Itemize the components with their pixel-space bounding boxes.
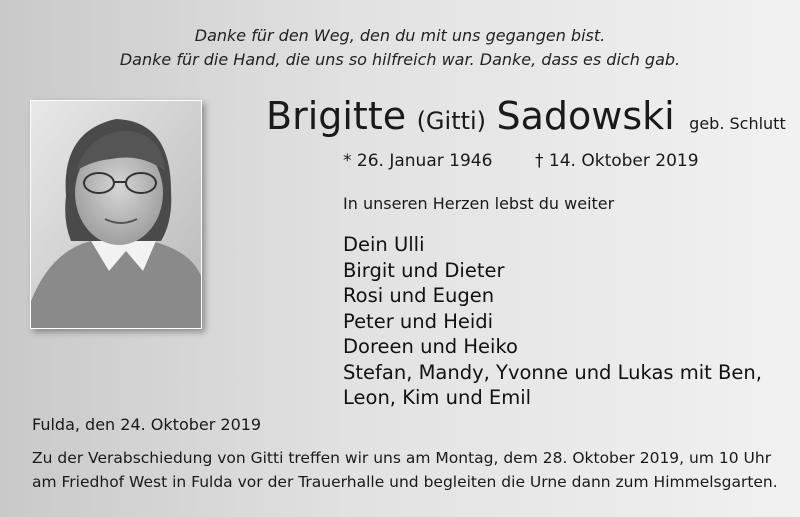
family-member: Leon, Kim und Emil xyxy=(343,386,532,409)
nickname: (Gitti) xyxy=(416,107,487,135)
death-date: † 14. Oktober 2019 xyxy=(535,151,699,171)
place-date: Fulda, den 24. Oktober 2019 xyxy=(32,415,262,434)
portrait-photo xyxy=(30,100,202,329)
poem-line-1: Danke für den Weg, den du mit uns gegangen bist. xyxy=(194,26,606,45)
family-list xyxy=(343,232,762,411)
poem-line-2: Danke für die Hand, die uns so hilfreich war. Danke, dass es dich gab. xyxy=(119,50,681,69)
family-member: Stefan, Mandy, Yvonne und Lukas mit Ben, xyxy=(343,360,762,384)
portrait-image xyxy=(31,101,201,328)
birth-name: geb. Schlutt xyxy=(689,114,786,133)
family-member: Doreen und Heiko xyxy=(343,335,518,358)
funeral-notice xyxy=(32,446,778,494)
tagline: In unseren Herzen lebst du weiter xyxy=(343,194,615,213)
family-member: Birgit und Dieter xyxy=(343,258,505,282)
life-dates xyxy=(343,151,699,171)
last-name: Sadowski xyxy=(496,94,675,138)
first-name: Brigitte xyxy=(266,94,407,138)
family-member: Peter und Heidi xyxy=(343,309,494,333)
poem xyxy=(0,24,800,72)
family-member: Rosi und Eugen xyxy=(343,284,495,307)
birth-date: * 26. Januar 1946 xyxy=(343,151,493,171)
notice-line-2: am Friedhof West in Fulda vor der Trauerhalle und begleiten die Urne dann zum Himmelsgarten. xyxy=(32,473,778,491)
notice-line-1: Zu der Verabschiedung von Gitti treffen wir uns am Montag, dem 28. Oktober 2019, um 10 Uhr xyxy=(32,449,772,467)
deceased-name xyxy=(266,94,786,138)
family-member: Dein Ulli xyxy=(343,233,425,256)
